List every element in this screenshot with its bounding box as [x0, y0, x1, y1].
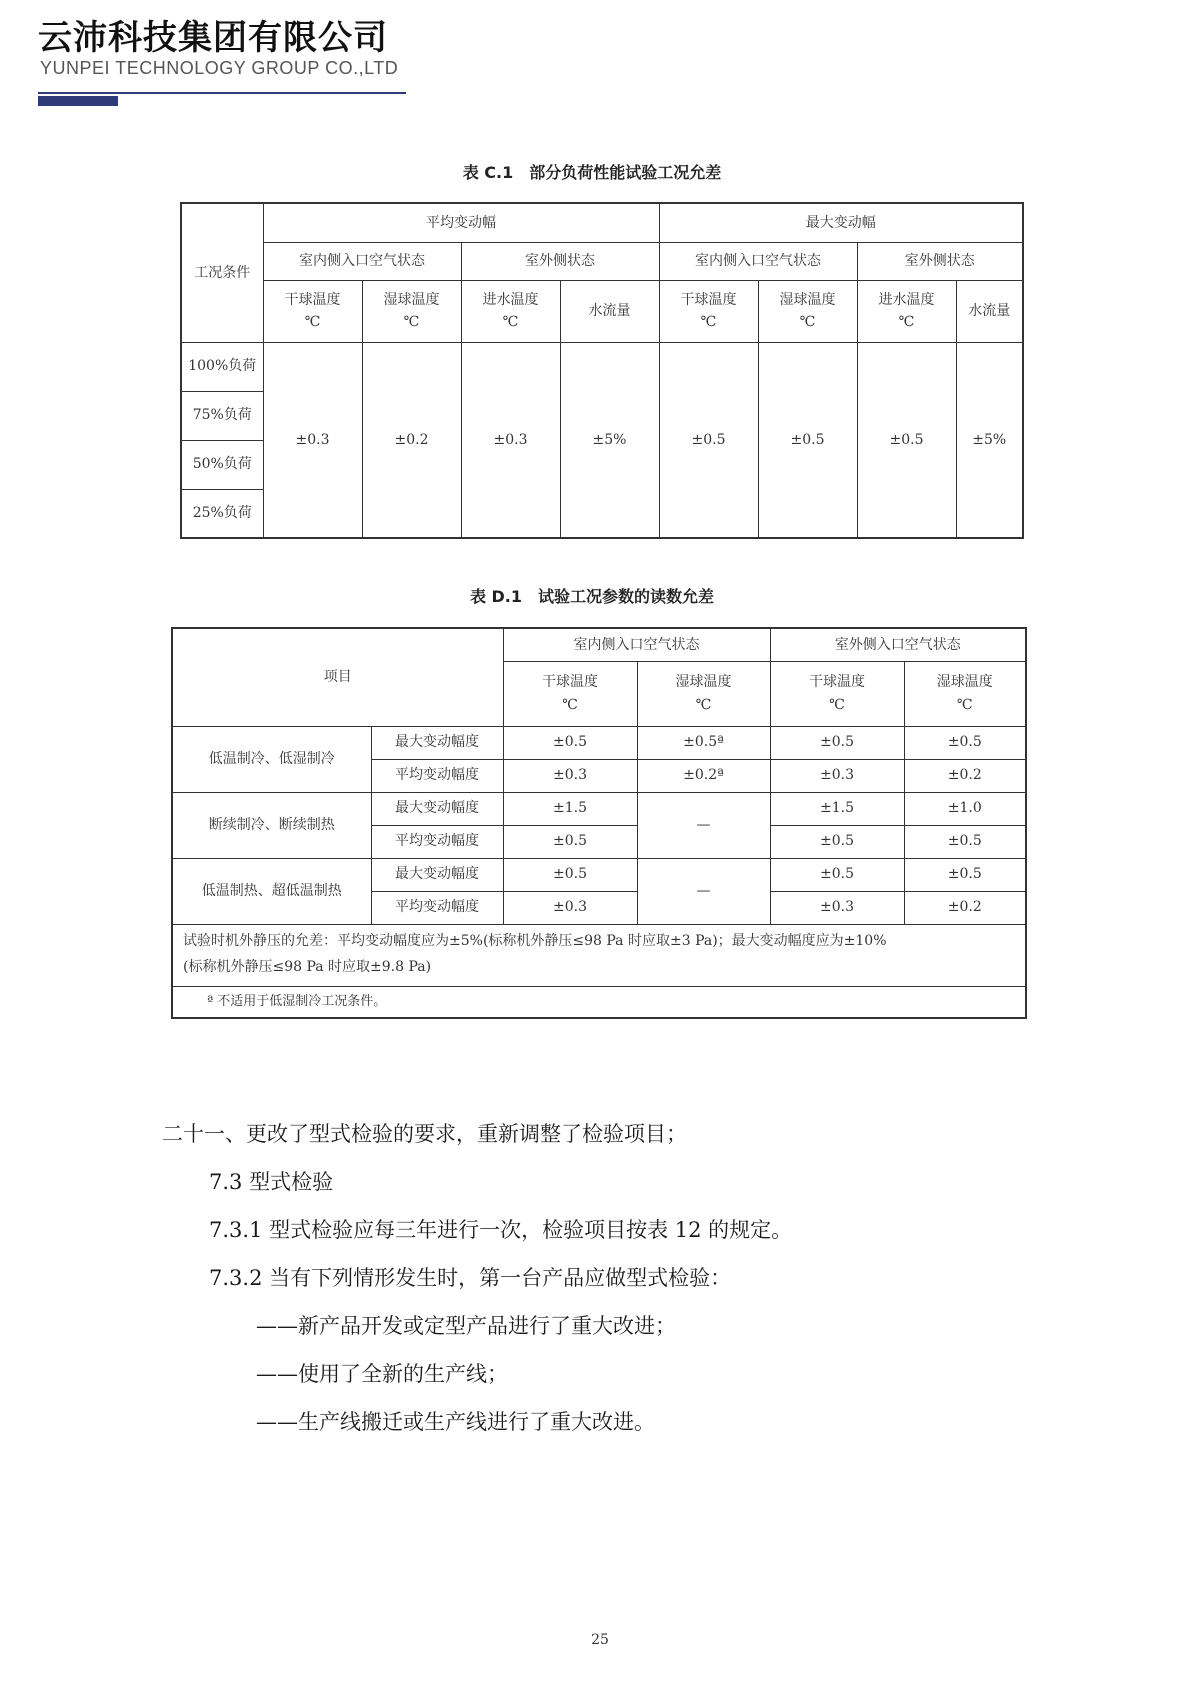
- table-d-sub-label: 最大变动幅度: [371, 726, 503, 759]
- header-rule-accent: [38, 96, 118, 106]
- table-d-cell: ±0.5: [503, 858, 637, 891]
- table-c-col-header: 水流量: [956, 280, 1023, 342]
- table-d-cell: ±0.2: [904, 759, 1026, 792]
- table-d-cell: ±0.5: [770, 825, 904, 858]
- table-d-cell: ±1.5: [770, 792, 904, 825]
- table-d-cell: ±0.5: [904, 825, 1026, 858]
- table-c-row-label: 25%负荷: [181, 489, 263, 538]
- table-d-note-line1: 试验时机外静压的允差：平均变动幅度应为±5%(标称机外静压≤98 Pa 时应取±3 Pa)；最大变动幅度应为±10%: [183, 933, 887, 950]
- table-d-cell: ±0.2: [904, 891, 1026, 924]
- table-d-item-header: 项目: [172, 628, 503, 726]
- table-d-indoor-header: 室内侧入口空气状态: [503, 628, 770, 661]
- table-d-sub-label: 平均变动幅度: [371, 891, 503, 924]
- table-d-cell-dash: —: [637, 858, 770, 924]
- table-d-cell: ±0.5: [904, 726, 1026, 759]
- table-c-number: 表 C.1: [462, 163, 514, 182]
- table-d-note-line2: (标称机外静压≤98 Pa 时应取±9.8 Pa): [183, 959, 432, 975]
- table-d-cell: ±0.3: [503, 891, 637, 924]
- table-d-cell: ±0.3: [503, 759, 637, 792]
- table-c-caption: [0, 160, 1200, 183]
- table-d-group-label: 断续制冷、断续制热: [172, 792, 371, 858]
- table-c-cell: ±0.5: [659, 342, 758, 538]
- company-name: 云沛科技集团有限公司: [38, 18, 388, 58]
- table-c-cell: ±0.5: [758, 342, 857, 538]
- table-d-col-header: 湿球温度 ℃: [904, 661, 1026, 726]
- table-d-caption: [0, 584, 1200, 607]
- table-c-group-max: 最大变动幅: [659, 203, 1023, 242]
- table-c-cell: ±5%: [560, 342, 659, 538]
- table-d-sub-label: 最大变动幅度: [371, 858, 503, 891]
- table-d-sub-label: 平均变动幅度: [371, 825, 503, 858]
- table-c-row-label: 100%负荷: [181, 342, 263, 391]
- table-c-cell: ±0.2: [362, 342, 461, 538]
- table-d-cell: ±0.5: [503, 726, 637, 759]
- table-c-cell: ±0.3: [461, 342, 560, 538]
- table-c-cell: ±0.5: [857, 342, 956, 538]
- body-paragraph: 7.3.1 型式检验应每三年进行一次，检验项目按表 12 的规定。: [209, 1218, 793, 1242]
- table-d-col-header: 干球温度 ℃: [503, 661, 637, 726]
- list-item: ——新产品开发或定型产品进行了重大改进；: [256, 1314, 676, 1338]
- table-c-row-label: 75%负荷: [181, 391, 263, 440]
- table-c-col-header: 湿球温度 ℃: [758, 280, 857, 342]
- table-d-outdoor-header: 室外侧入口空气状态: [770, 628, 1026, 661]
- table-d-group-label: 低温制热、超低温制热: [172, 858, 371, 924]
- table-c: [180, 202, 1024, 539]
- table-d-cell: ±1.5: [503, 792, 637, 825]
- table-d-cell: ±0.5: [770, 726, 904, 759]
- header-rule: [38, 92, 406, 94]
- table-c-sub-indoor: 室内侧入口空气状态: [659, 242, 857, 280]
- table-d-number: 表 D.1: [469, 587, 523, 606]
- table-d-cell: ±0.5: [770, 858, 904, 891]
- table-c-col-header: 水流量: [560, 280, 659, 342]
- table-d-cell-dash: —: [637, 792, 770, 858]
- table-d-col-header: 湿球温度 ℃: [637, 661, 770, 726]
- list-item: ——生产线搬迁或生产线进行了重大改进。: [256, 1410, 655, 1434]
- table-c-col-header: 湿球温度 ℃: [362, 280, 461, 342]
- body-paragraph: 二十一、更改了型式检验的要求，重新调整了检验项目；: [162, 1122, 687, 1146]
- table-c-corner: 工况条件: [181, 203, 263, 342]
- table-c-cell: ±5%: [956, 342, 1023, 538]
- table-c-col-header: 干球温度 ℃: [659, 280, 758, 342]
- section-heading: 7.3 型式检验: [209, 1170, 334, 1194]
- table-d-footnote: ª 不适用于低湿制冷工况条件。: [172, 986, 1026, 1018]
- table-d-cell: ±0.5: [904, 858, 1026, 891]
- table-c-group-avg: 平均变动幅: [263, 203, 659, 242]
- list-item: ——使用了全新的生产线；: [256, 1362, 508, 1386]
- table-c-sub-outdoor: 室外侧状态: [461, 242, 659, 280]
- table-d-cell: ±0.5ª: [637, 726, 770, 759]
- table-d-col-header: 干球温度 ℃: [770, 661, 904, 726]
- table-d-cell: ±1.0: [904, 792, 1026, 825]
- table-c-col-header: 进水温度 ℃: [857, 280, 956, 342]
- table-c-cell: ±0.3: [263, 342, 362, 538]
- table-d-note: [172, 924, 1026, 986]
- table-c-col-header: 干球温度 ℃: [263, 280, 362, 342]
- table-c-col-header: 进水温度 ℃: [461, 280, 560, 342]
- table-d: [171, 627, 1027, 1019]
- page-number: 25: [591, 1632, 609, 1648]
- company-name-en: YUNPEI TECHNOLOGY GROUP CO.,LTD: [40, 58, 399, 78]
- table-d-cell: ±0.3: [770, 891, 904, 924]
- table-d-group-label: 低温制冷、低湿制冷: [172, 726, 371, 792]
- table-d-sub-label: 平均变动幅度: [371, 759, 503, 792]
- table-c-row-label: 50%负荷: [181, 440, 263, 489]
- table-c-sub-indoor: 室内侧入口空气状态: [263, 242, 461, 280]
- table-c-sub-outdoor: 室外侧状态: [857, 242, 1023, 280]
- table-d-cell: ±0.2ª: [637, 759, 770, 792]
- table-c-title: 部分负荷性能试验工况允差: [529, 163, 722, 182]
- table-d-title: 试验工况参数的读数允差: [538, 587, 715, 606]
- table-d-sub-label: 最大变动幅度: [371, 792, 503, 825]
- table-d-cell: ±0.5: [503, 825, 637, 858]
- body-paragraph: 7.3.2 当有下列情形发生时，第一台产品应做型式检验：: [209, 1266, 732, 1290]
- table-d-cell: ±0.3: [770, 759, 904, 792]
